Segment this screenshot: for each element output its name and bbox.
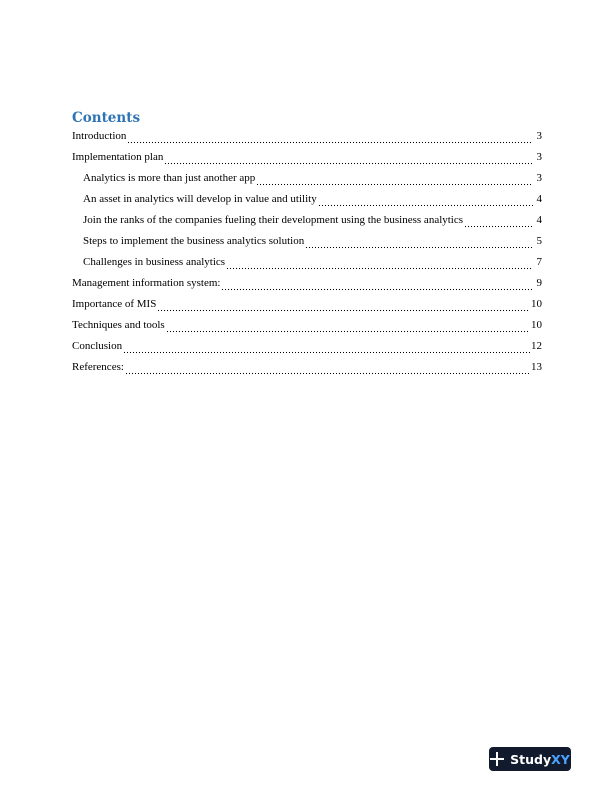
toc-entry-page-number: 10: [531, 298, 542, 310]
toc-entry-page-number: 12: [531, 340, 542, 352]
toc-entry-page-number: 4: [536, 193, 542, 205]
toc-entry-page-number: 7: [536, 256, 542, 268]
badge-text-xy: XY: [551, 751, 570, 767]
toc-entry-title: Introduction: [72, 130, 127, 142]
toc-entry[interactable]: [72, 129, 542, 150]
toc-entry-title: Steps to implement the business analytics solution: [83, 235, 305, 247]
toc-dot-leader: [226, 264, 533, 270]
toc-dot-leader: [305, 243, 533, 249]
toc-entry[interactable]: [72, 339, 542, 360]
toc-entry-page-number: 3: [536, 172, 542, 184]
toc-heading: Contents: [72, 110, 141, 126]
toc-dot-leader: [125, 369, 530, 375]
badge-text-study: Study: [510, 751, 552, 767]
toc-entry-title: Join the ranks of the companies fueling their development using the business analytics: [83, 214, 464, 226]
toc-dot-leader: [318, 201, 533, 207]
toc-entry[interactable]: [72, 213, 542, 234]
toc-dot-leader: [127, 138, 533, 144]
studyxy-badge[interactable]: [489, 747, 571, 771]
toc-dot-leader: [157, 306, 530, 312]
table-of-contents: [72, 129, 542, 381]
toc-entry-page-number: 4: [536, 214, 542, 226]
toc-entry[interactable]: [72, 360, 542, 381]
toc-entry-title: Techniques and tools: [72, 319, 165, 331]
toc-entry-page-number: 9: [536, 277, 542, 289]
toc-entry-title: Management information system:: [72, 277, 221, 289]
toc-entry[interactable]: [72, 192, 542, 213]
toc-dot-leader: [166, 327, 530, 333]
toc-entry-page-number: 5: [536, 235, 542, 247]
toc-entry-title: Implementation plan: [72, 151, 164, 163]
toc-dot-leader: [221, 285, 533, 291]
toc-entry-title: Challenges in business analytics: [83, 256, 226, 268]
toc-dot-leader: [123, 348, 530, 354]
toc-entry-page-number: 3: [536, 151, 542, 163]
toc-entry[interactable]: [72, 255, 542, 276]
toc-entry-page-number: 3: [536, 130, 542, 142]
toc-entry-title: References:: [72, 361, 124, 373]
toc-entry-page-number: 13: [531, 361, 542, 373]
toc-entry-page-number: 10: [531, 319, 542, 331]
toc-dot-leader: [464, 222, 533, 228]
toc-dot-leader: [256, 180, 533, 186]
toc-entry-title: Analytics is more than just another app: [83, 172, 256, 184]
toc-entry-title: Conclusion: [72, 340, 123, 352]
toc-entry[interactable]: [72, 150, 542, 171]
toc-entry[interactable]: [72, 297, 542, 318]
toc-entry[interactable]: [72, 234, 542, 255]
toc-entry-title: Importance of MIS: [72, 298, 157, 310]
toc-entry[interactable]: [72, 318, 542, 339]
toc-entry[interactable]: [72, 276, 542, 297]
toc-entry-title: An asset in analytics will develop in value and utility: [83, 193, 317, 205]
toc-entry[interactable]: [72, 171, 542, 192]
toc-dot-leader: [164, 159, 533, 165]
plus-icon: [490, 752, 504, 766]
